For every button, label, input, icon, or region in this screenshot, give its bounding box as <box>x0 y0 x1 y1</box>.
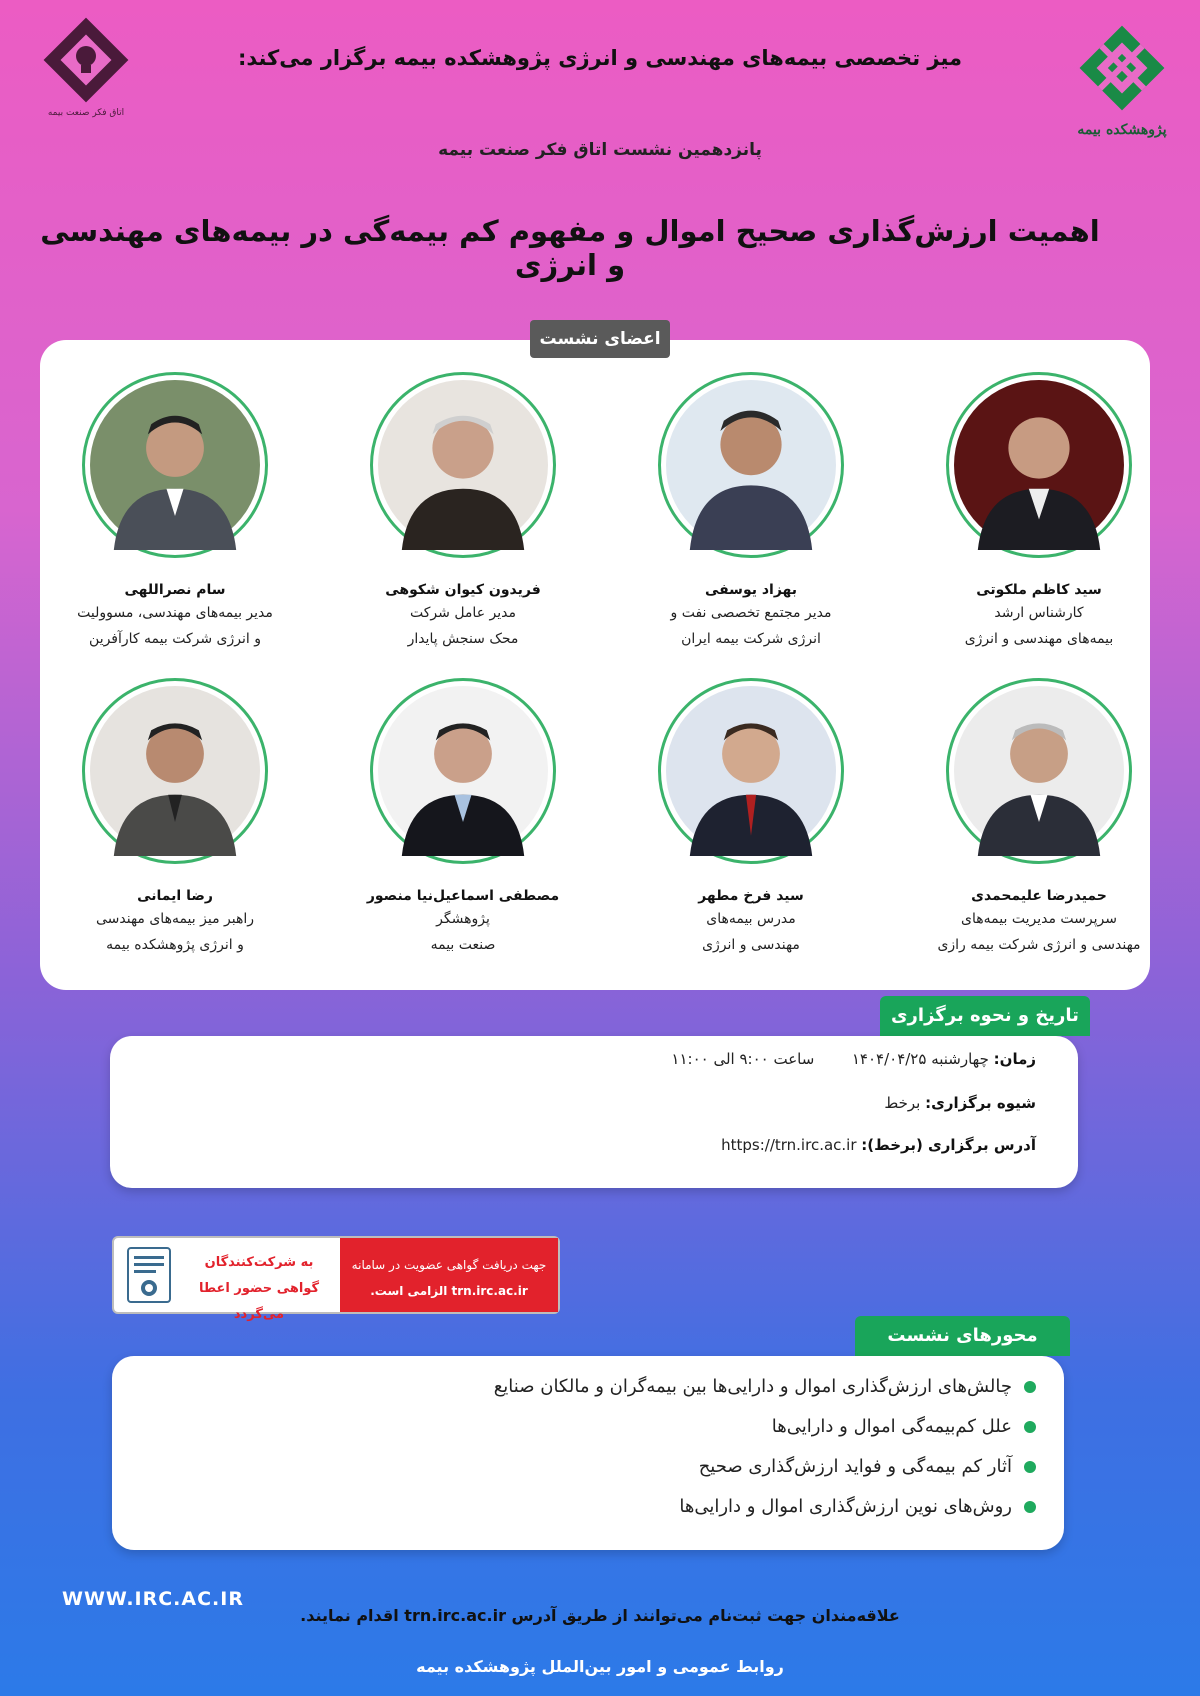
topic-item: آثار کم بیمه‌گی و فواید ارزش‌گذاری صحیح <box>699 1456 1036 1477</box>
time-row <box>671 1050 1036 1068</box>
member-photo <box>658 372 844 558</box>
department-footer: روابط عمومی و امور بین‌الملل پژوهشکده بیمه <box>416 1657 784 1676</box>
page-title: اهمیت ارزش‌گذاری صحیح اموال و مفهوم کم بیمه‌گی در بیمه‌های مهندسی و انرژی <box>40 214 1100 282</box>
topics-box <box>112 1356 1064 1550</box>
mode-row <box>884 1094 1036 1112</box>
member-photo <box>370 678 556 864</box>
member-card <box>626 372 876 652</box>
member-name: فریدون کیوان شکوهی <box>385 582 541 598</box>
person-icon <box>378 380 548 550</box>
members-tab-label: اعضای نشست <box>530 320 670 358</box>
organizer-line: میز تخصصی بیمه‌های مهندسی و انرژی پژوهشکده بیمه برگزار می‌کند: <box>237 46 963 70</box>
certificate-requirement-line-1: جهت دریافت گواهی عضویت در سامانه <box>351 1258 547 1272</box>
certificate-notice-line-2: گواهی حضور اعطا می‌گردد <box>198 1281 320 1322</box>
person-icon <box>378 686 548 856</box>
mode-value: برخط <box>884 1094 921 1112</box>
member-role: راهبر میز بیمه‌های مهندسی و انرژی پژوهشکده بیمه <box>95 911 255 953</box>
certificate-icon <box>124 1246 174 1306</box>
member-photo <box>658 678 844 864</box>
member-name: بهزاد یوسفی <box>704 582 798 598</box>
think-tank-logo-icon <box>36 18 136 102</box>
member-role: کارشناس ارشد بیمه‌های مهندسی و انرژی <box>964 605 1114 647</box>
member-name: سید فرخ مطهر <box>698 888 804 904</box>
topic-item: روش‌های نوین ارزش‌گذاری اموال و دارایی‌ها <box>679 1496 1036 1517</box>
member-photo <box>946 678 1132 864</box>
topics-tab-label: محورهای نشست <box>855 1316 1070 1356</box>
session-line: پانزدهمین نشست اتاق فکر صنعت بیمه <box>438 140 762 160</box>
member-role: مدیر عامل شرکت محک سنجش پایدار <box>407 605 519 647</box>
member-role: مدیر بیمه‌های مهندسی، مسوولیت و انرژی شرکت بیمه کارآفرین <box>77 605 273 647</box>
hours-value: ساعت ۹:۰۰ الی ۱۱:۰۰ <box>671 1050 815 1068</box>
registration-note: علاقه‌مندان جهت ثبت‌نام می‌توانند از طریق آدرس trn.irc.ac.ir اقدام نمایند. <box>300 1606 900 1625</box>
schedule-tab-label: تاریخ و نحوه برگزاری <box>880 996 1090 1036</box>
member-photo <box>82 678 268 864</box>
certificate-notice-line-1: به شرکت‌کنندگان <box>204 1255 314 1270</box>
person-icon <box>954 380 1124 550</box>
certificate-banner <box>112 1236 560 1322</box>
certificate-notice <box>184 1250 334 1328</box>
mode-label: شیوه برگزاری: <box>925 1094 1036 1112</box>
member-name: سید کاظم ملکوتی <box>976 582 1102 598</box>
member-card <box>338 678 588 958</box>
member-role: مدیر مجتمع تخصصی نفت و انرژی شرکت بیمه ایران <box>670 605 832 647</box>
member-card <box>50 372 300 652</box>
person-icon <box>666 686 836 856</box>
certificate-requirement-line-2: trn.irc.ac.ir الزامی است. <box>370 1284 528 1298</box>
topic-item: علل کم‌بیمه‌گی اموال و دارایی‌ها <box>772 1416 1036 1437</box>
address-row <box>721 1136 1036 1154</box>
schedule-box <box>110 1036 1078 1188</box>
member-name: سام نصراللهی <box>124 582 226 598</box>
address-link[interactable]: https://trn.irc.ac.ir <box>721 1136 857 1154</box>
member-photo <box>370 372 556 558</box>
member-card <box>914 372 1164 652</box>
time-value: چهارشنبه ۱۴۰۴/۰۴/۲۵ <box>851 1050 989 1068</box>
think-tank-logo-text: اتاق فکر صنعت بیمه <box>47 108 125 118</box>
person-icon <box>90 380 260 550</box>
member-role: مدرس بیمه‌های مهندسی و انرژی <box>702 911 800 953</box>
member-photo <box>946 372 1132 558</box>
member-name: مصطفی اسماعیل‌نیا منصور <box>366 888 560 904</box>
irc-logo-icon <box>1074 20 1170 116</box>
person-icon <box>666 380 836 550</box>
member-role: سرپرست مدیریت بیمه‌های مهندسی و انرژی شرکت بیمه رازی <box>937 911 1141 953</box>
website-link[interactable]: WWW.IRC.AC.IR <box>62 1588 244 1610</box>
member-card <box>914 678 1164 958</box>
member-card <box>338 372 588 652</box>
member-card <box>626 678 876 958</box>
irc-logo-text: پژوهشکده بیمه <box>1077 122 1167 138</box>
irc-logo <box>1074 20 1170 150</box>
time-label: زمان: <box>993 1050 1036 1068</box>
topic-item: چالش‌های ارزش‌گذاری اموال و دارایی‌ها بین بیمه‌گران و مالکان صنایع <box>494 1376 1036 1397</box>
person-icon <box>954 686 1124 856</box>
person-icon <box>90 686 260 856</box>
think-tank-logo <box>36 18 136 128</box>
member-photo <box>82 372 268 558</box>
member-name: حمیدرضا علیمحمدی <box>971 888 1107 904</box>
member-name: رضا ایمانی <box>137 888 213 904</box>
member-role: پژوهشگر صنعت بیمه <box>430 911 496 953</box>
address-label: آدرس برگزاری (برخط): <box>861 1136 1036 1154</box>
certificate-requirement <box>340 1238 558 1312</box>
member-card <box>50 678 300 958</box>
